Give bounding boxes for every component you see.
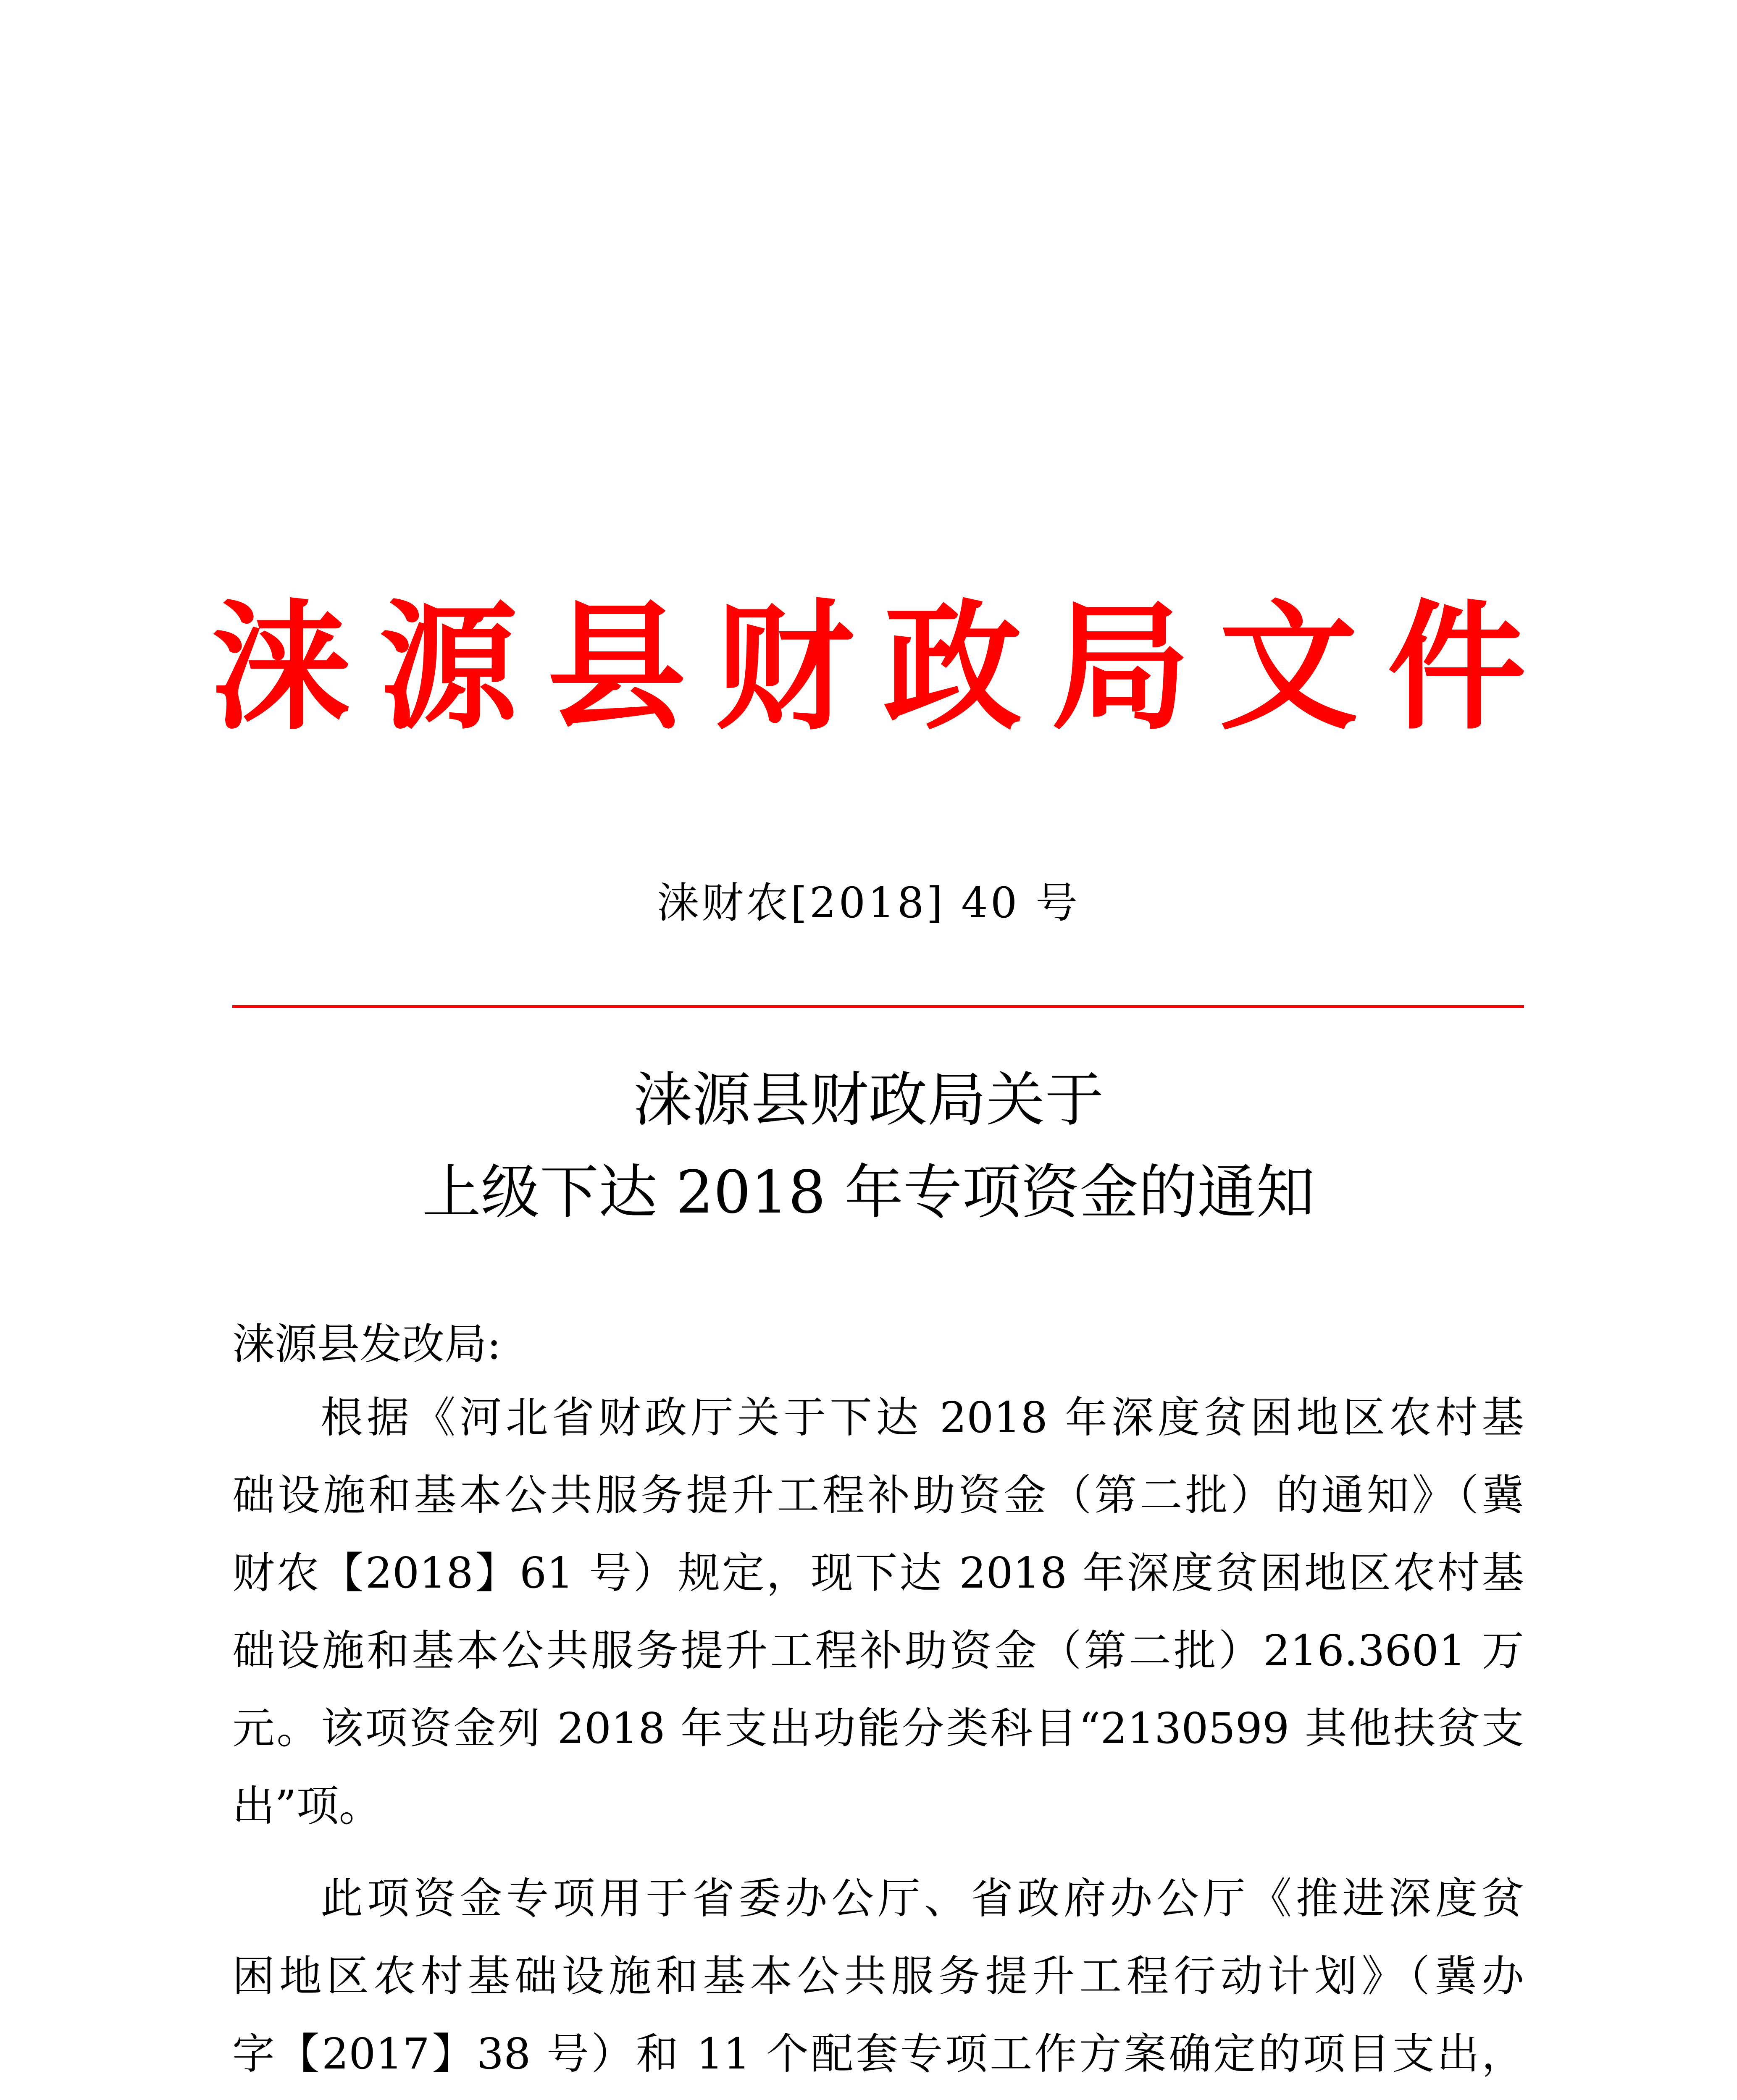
paragraph-2-line: 此项资金专项用于省委办公厅、省政府办公厅《推进深度贫: [321, 1874, 1524, 1923]
document-number: 涞财农[2018] 40 号: [657, 878, 1080, 927]
paragraph-1-line: 出”项。: [232, 1781, 381, 1831]
red-divider-line: [232, 1005, 1524, 1008]
document-title-line-2: 上级下达 2018 年专项资金的通知: [422, 1158, 1315, 1227]
paragraph-2-line: 字【2017】38 号）和 11 个配套专项工作方案确定的项目支出，: [232, 2029, 1524, 2079]
document-title-line-1: 涞源县财政局关于: [633, 1066, 1104, 1134]
paragraph-2-line: [232, 2098, 1524, 2100]
masthead-title: 涞源县财政局文件: [211, 587, 1556, 748]
salutation: 涞源县发改局:: [232, 1319, 502, 1369]
paragraph-2-line: 困地区农村基础设施和基本公共服务提升工程行动计划》（冀办: [232, 1951, 1524, 2001]
paragraph-1-line: 财农【2018】61 号）规定，现下达 2018 年深度贫困地区农村基: [232, 1548, 1524, 1598]
paragraph-1-line: 础设施和基本公共服务提升工程补助资金（第二批）的通知》（冀: [232, 1470, 1524, 1520]
paragraph-1-line: 根据《河北省财政厅关于下达 2018 年深度贫困地区农村基: [321, 1393, 1524, 1442]
paragraph-1-line: 元。该项资金列 2018 年支出功能分类科目“2130599 其他扶贫支: [232, 1704, 1524, 1753]
paragraph-1-line: 础设施和基本公共服务提升工程补助资金（第二批）216.3601 万: [232, 1626, 1524, 1675]
